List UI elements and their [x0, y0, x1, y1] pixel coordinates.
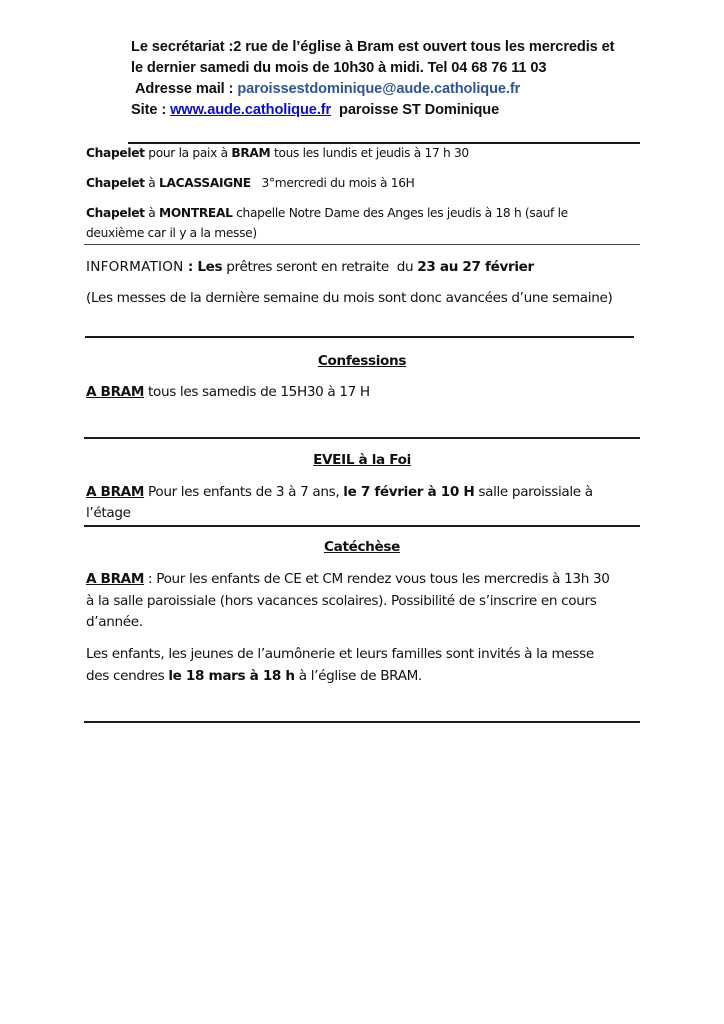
- confessions-place: A BRAM: [86, 384, 145, 400]
- information-label: INFORMATION: [86, 259, 184, 275]
- information-note: (Les messes de la dernière semaine du mois sont donc avancées d’une semaine): [86, 290, 613, 306]
- divider-top: [128, 142, 640, 144]
- divider-bottom: [84, 721, 640, 723]
- website-link[interactable]: www.aude.catholique.fr: [170, 102, 332, 118]
- confessions-title: Confessions: [317, 353, 407, 369]
- eveil-title: EVEIL à la Foi: [313, 452, 411, 468]
- catechese-place: A BRAM: [86, 571, 145, 587]
- eveil-location: salle paroissiale à: [474, 484, 593, 500]
- chapelet-lacassaigne: [86, 176, 415, 190]
- information-sep: :: [183, 259, 198, 275]
- divider-eveil: [84, 525, 640, 527]
- chapelet-label: Chapelet: [86, 176, 145, 190]
- catechese-p2-line-2: [86, 668, 422, 684]
- catechese-line-2: à la salle paroissiale (hors vacances scolaires). Possibilité de s’inscrire en cours: [86, 593, 597, 609]
- information-dates: 23 au 27 février: [417, 259, 534, 275]
- catechese-p2-prefix: des cendres: [86, 668, 169, 684]
- eveil-date: le 7 février à 10 H: [343, 484, 475, 500]
- chapelet-text: à: [144, 176, 160, 190]
- confessions-text: tous les samedis de 15H30 à 17 H: [144, 384, 370, 400]
- eveil-text: Pour les enfants de 3 à 7 ans,: [144, 484, 344, 500]
- information-line: [86, 259, 534, 275]
- header-line-2: le dernier samedi du mois de 10h30 à midi. Tel 04 68 76 11 03: [131, 60, 547, 76]
- catechese-p2-suffix: à l’église de BRAM.: [294, 668, 423, 684]
- chapelet-label: Chapelet: [86, 146, 145, 160]
- chapelet-text: pour la paix à: [144, 146, 232, 160]
- chapelet-schedule: 3°mercredi du mois à 16H: [250, 176, 415, 190]
- chapelet-montreal: [86, 206, 568, 220]
- header-mail-line: [131, 79, 651, 100]
- eveil-place: A BRAM: [86, 484, 145, 500]
- site-label: Site :: [131, 102, 167, 118]
- chapelet-label: Chapelet: [86, 206, 145, 220]
- divider-confessions: [84, 437, 640, 439]
- catechese-text: : Pour les enfants de CE et CM rendez vous tous les mercredis à 13h 30: [144, 571, 610, 587]
- information-text: prêtres seront en retraite du: [222, 259, 418, 275]
- catechese-line-3: d’année.: [86, 614, 143, 630]
- catechese-line-1: [86, 571, 610, 587]
- divider-chapelet: [84, 244, 640, 245]
- catechese-p2-date: le 18 mars à 18 h: [168, 668, 295, 684]
- mail-label: Adresse mail :: [134, 81, 234, 97]
- eveil-line-cont: l’étage: [86, 505, 131, 521]
- confessions-line: [86, 384, 370, 400]
- chapelet-schedule: tous les lundis et jeudis à 17 h 30: [270, 146, 469, 160]
- header-line-1: Le secrétariat :2 rue de l’église à Bram est ouvert tous les mercredis et: [131, 39, 615, 55]
- email-address[interactable]: paroissestdominique@aude.catholique.fr: [237, 81, 521, 97]
- chapelet-place: MONTREAL: [159, 206, 233, 220]
- header-site-line: [131, 100, 651, 121]
- information-les: Les: [197, 259, 223, 275]
- chapelet-schedule: chapelle Notre Dame des Anges les jeudis à 18 h (sauf le: [232, 206, 568, 220]
- catechese-title: Catéchèse: [324, 539, 400, 555]
- chapelet-place: LACASSAIGNE: [159, 176, 251, 190]
- eveil-line: [86, 484, 593, 500]
- chapelet-text: à: [144, 206, 160, 220]
- catechese-p2-line-1: Les enfants, les jeunes de l’aumônerie et leurs familles sont invités à la messe: [86, 646, 594, 662]
- secretariat-header: [131, 37, 651, 121]
- chapelet-bram: [86, 146, 469, 160]
- chapelet-place: BRAM: [231, 146, 271, 160]
- chapelet-montreal-cont: deuxième car il y a la messe): [86, 226, 257, 240]
- site-suffix: paroisse ST Dominique: [339, 102, 500, 118]
- divider-information: [85, 336, 634, 338]
